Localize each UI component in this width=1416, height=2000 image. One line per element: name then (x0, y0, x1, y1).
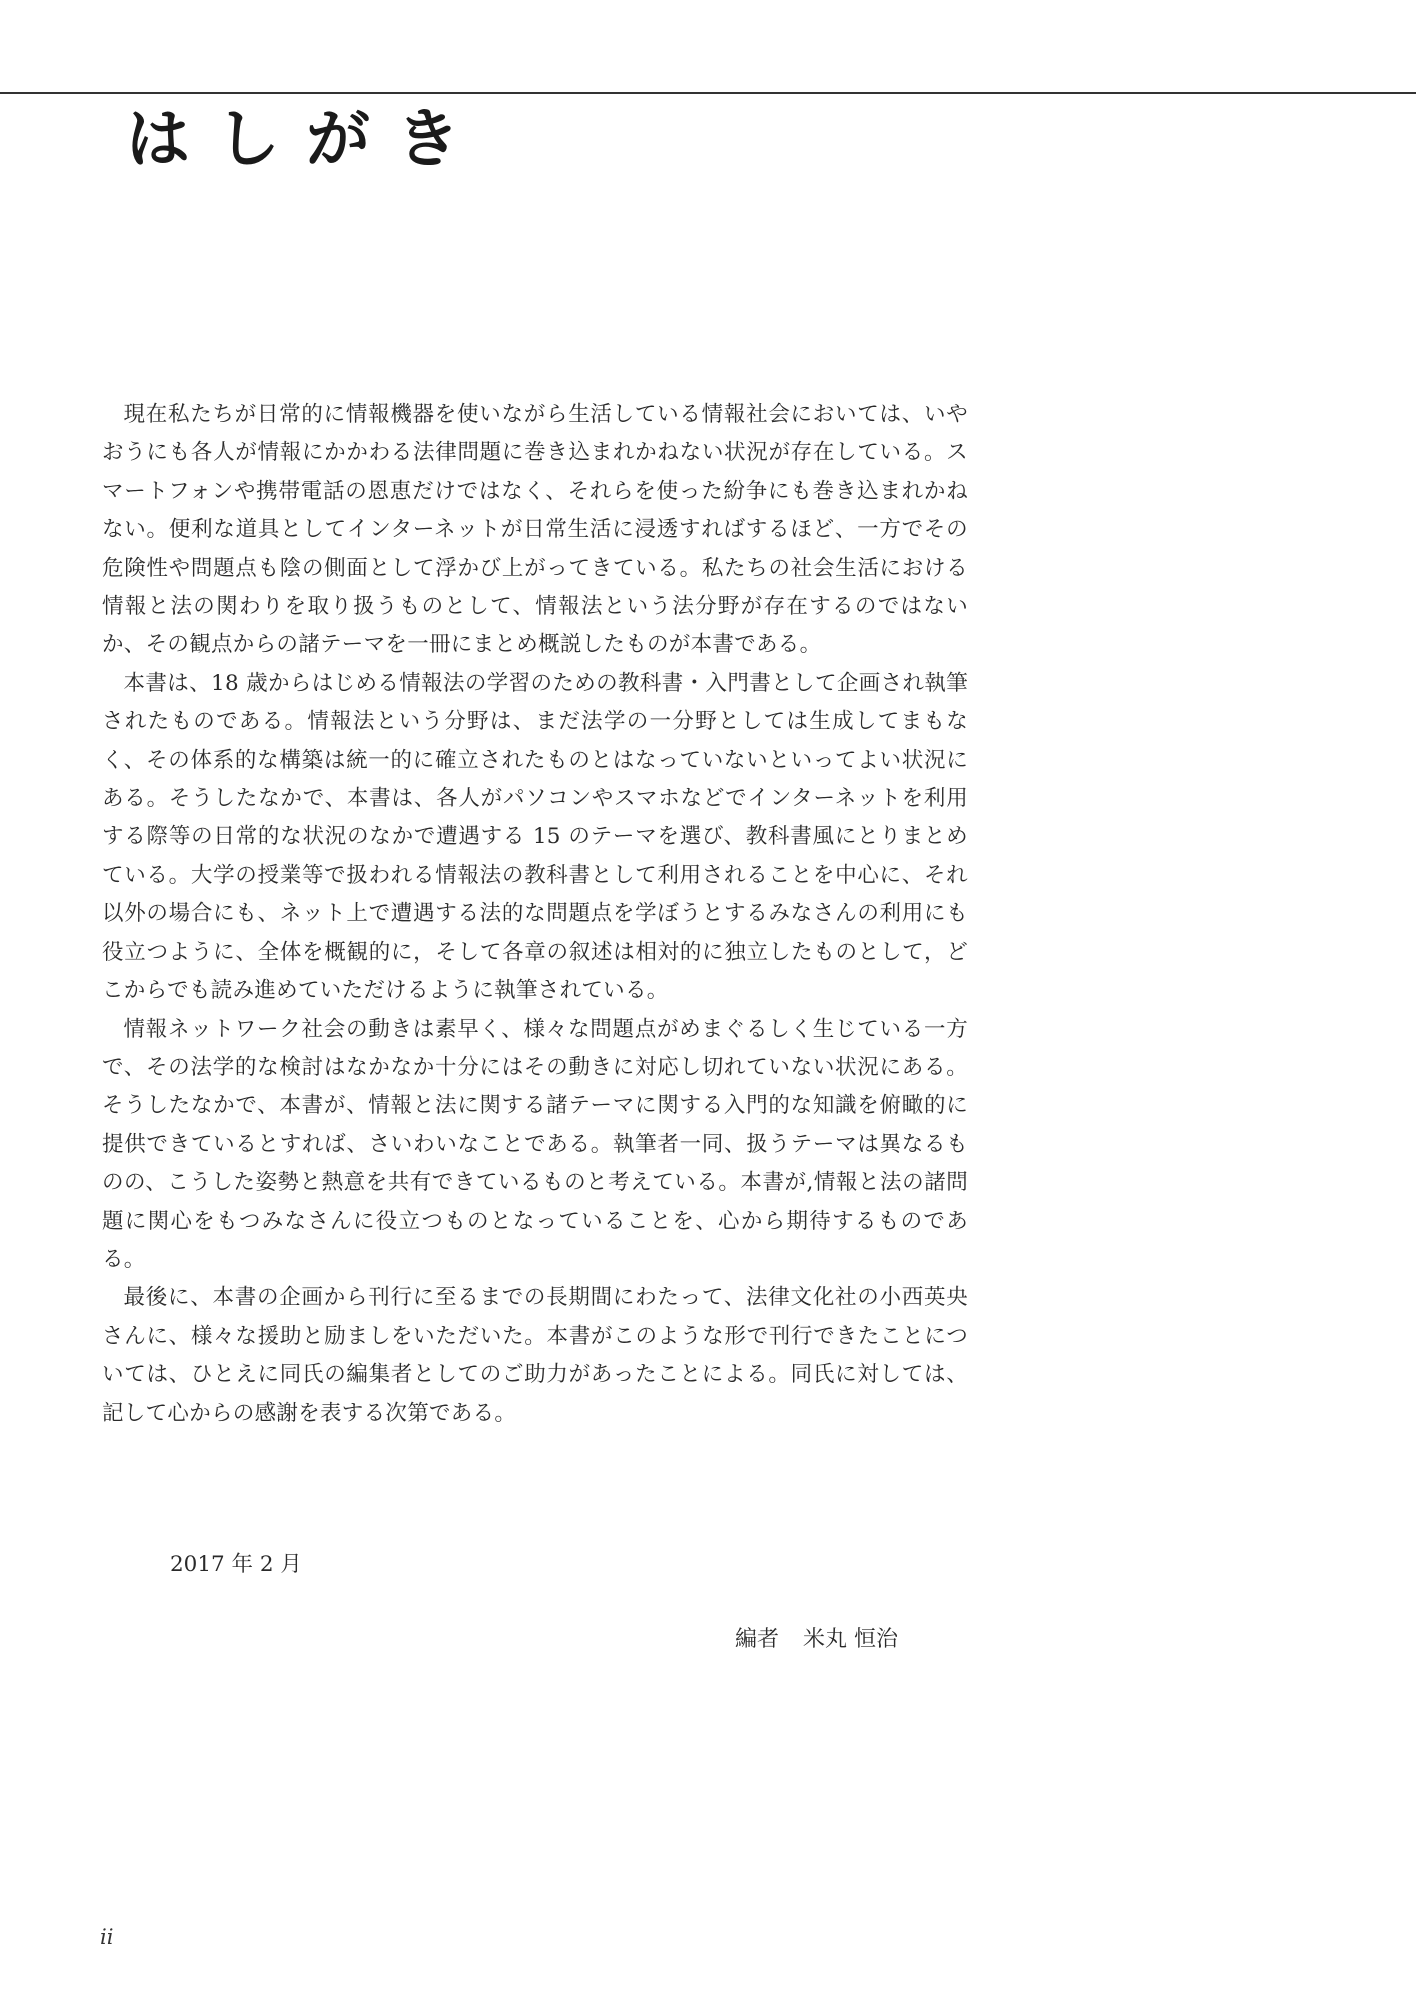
header-rule (0, 92, 1416, 94)
date-line: 2017 年 2 月 (170, 1552, 302, 1577)
editor-role: 編者 (735, 1627, 780, 1652)
editor-name: 米丸 恒治 (803, 1627, 899, 1652)
page-title: はしがき (126, 103, 486, 177)
page-number: ii (100, 1925, 114, 1949)
signature (735, 1621, 898, 1659)
paragraph-3: 情報ネットワーク社会の動きは素早く、様々な問題点がめまぐるしく生じている一方で、その法学的な検討はなかなか十分にはその動きに対応し切れていない状況にある。そうしたなかで、本書が、情報と法に関する諸テーマに関する入門的な知識を俯瞰的に提供できているとすれば、さいわいなことである。執筆者一同、扱うテーマは異なるものの、こうした姿勢と熱意を共有できているものと考えている。本書が,情報と法の諸問題に関心をもつみなさんに役立つものとなっていることを、心から期待するものである。 (102, 1016, 968, 1272)
paragraph-1: 現在私たちが日常的に情報機器を使いながら生活している情報社会においては、いやおうにも各人が情報にかかわる法律問題に巻き込まれかねない状況が存在している。スマートフォンや携帯電話の恩恵だけではなく、それらを使った紛争にも巻き込まれかねない。便利な道具としてインターネットが日常生活に浸透すればするほど、一方でその危険性や問題点も陰の側面として浮かび上がってきている。私たちの社会生活における情報と法の関わりを取り扱うものとして、情報法という法分野が存在するのではないか、その観点からの諸テーマを一冊にまとめ概説したものが本書である。 (102, 402, 968, 658)
paragraph-4: 最後に、本書の企画から刊行に至るまでの長期間にわたって、法律文化社の小西英央さんに、様々な援助と励ましをいただいた。本書がこのような形で刊行できたことについては、ひとえに同氏の編集者としてのご助力があったことによる。同氏に対しては、記して心からの感謝を表する次第である。 (102, 1285, 968, 1426)
preface-body (102, 396, 968, 1433)
paragraph-2: 本書は、18 歳からはじめる情報法の学習のための教科書・入門書として企画され執筆されたものである。情報法という分野は、まだ法学の一分野としては生成してまもなく、その体系的な構築は統一的に確立されたものとはなっていないといってよい状況にある。そうしたなかで、本書は、各人がパソコンやスマホなどでインターネットを利用する際等の日常的な状況のなかで遭遇する 15 のテーマを選び、教科書風にとりまとめている。大学の授業等で扱われる情報法の教科書として利用されることを中心に、それ以外の場合にも、ネット上で遭遇する法的な問題点を学ぼうとするみなさんの利用にも役立つように、全体を概観的に，そして各章の叙述は相対的に独立したものとして，どこからでも読み進めていただけるように執筆されている。 (102, 670, 968, 1004)
